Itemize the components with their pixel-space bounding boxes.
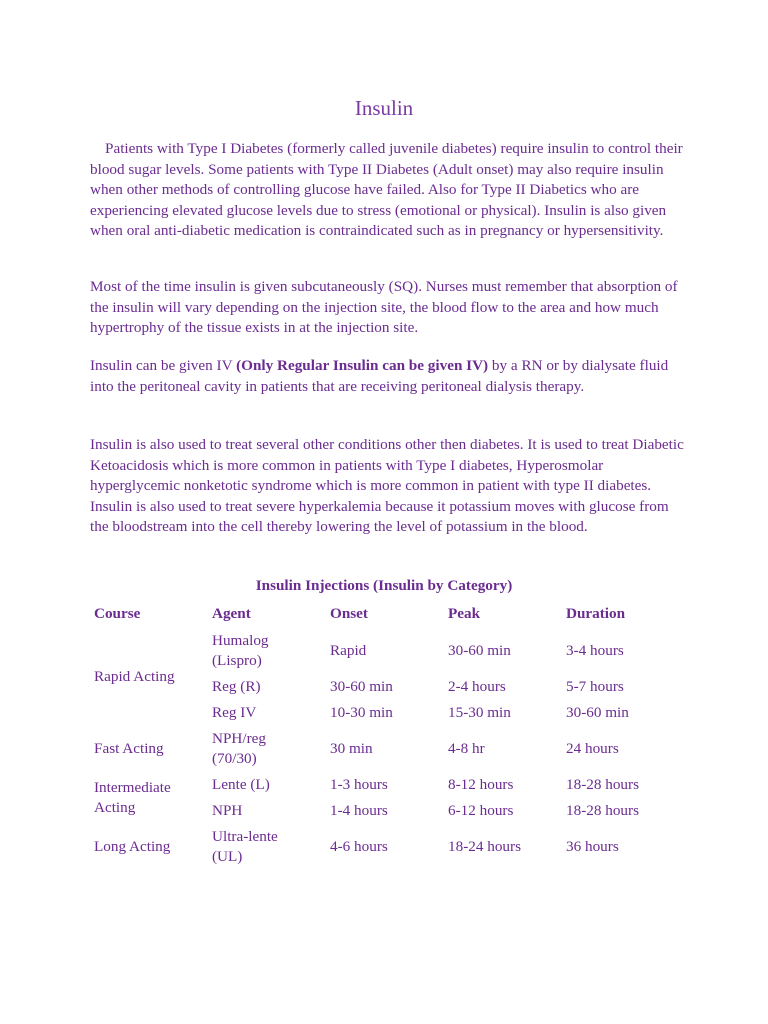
cell-peak: 15-30 min (448, 704, 511, 721)
cell-duration: 18-28 hours (566, 776, 639, 793)
cell-duration: 24 hours (566, 740, 619, 757)
header-duration: Duration (566, 605, 626, 622)
cell-duration: 18-28 hours (566, 802, 639, 819)
paragraph-other-conditions: Insulin is also used to treat several other conditions other then diabetes. It is used to treat Diabetic Ketoacidosis which is more common in patients with Type I diabetes, Hyperosmolar hyperglycemic nonketotic syndrome which is more common in patient with type II diabetes. Insulin is also used to treat severe hyperkalemia because it potassium moves with glucose from the bloodstream into the cell thereby lowering the level of potassium in the blood. (90, 436, 684, 535)
cell-course: Long Acting (94, 838, 171, 855)
table-title: Insulin Injections (Insulin by Category) (255, 577, 513, 594)
cell-peak: 4-8 hr (448, 740, 485, 757)
cell-agent: NPH/reg (70/30) (212, 730, 266, 767)
cell-duration: 36 hours (566, 838, 619, 855)
cell-course: Rapid Acting (94, 668, 175, 685)
header-peak: Peak (448, 605, 481, 622)
cell-onset: 10-30 min (330, 704, 393, 721)
cell-agent: Ultra-lente (UL) (212, 828, 278, 865)
paragraph-iv-tail: by a RN or by dialysate fluid into the peritoneal cavity in patients that are receiving peritoneal dialysis therapy. (90, 357, 669, 395)
table-row (84, 628, 674, 674)
cell-course: Intermediate Acting (94, 779, 171, 816)
cell-agent: NPH (212, 802, 243, 819)
cell-peak: 6-12 hours (448, 802, 514, 819)
paragraph-iv-lead: Insulin can be given IV (90, 357, 237, 374)
page-title: Insulin (354, 96, 414, 120)
paragraph-subcutaneous: Most of the time insulin is given subcutaneously (SQ). Nurses must remember that absorption of the insulin will vary depending on the injection site, the blood flow to the area and how much hypertrophy of the tissue exists in at the injection site. (90, 278, 678, 336)
cell-course: Fast Acting (94, 740, 164, 757)
header-agent: Agent (212, 605, 251, 622)
header-course: Course (94, 605, 141, 622)
cell-agent: Humalog (Lispro) (212, 632, 269, 669)
cell-onset: 4-6 hours (330, 838, 388, 855)
cell-peak: 8-12 hours (448, 776, 514, 793)
cell-onset: Rapid (330, 642, 367, 659)
paragraph-iv (90, 356, 690, 397)
cell-peak: 2-4 hours (448, 678, 506, 695)
cell-onset: 1-3 hours (330, 776, 388, 793)
table-row (84, 772, 674, 798)
table-row (84, 824, 674, 870)
cell-peak: 30-60 min (448, 642, 511, 659)
table-header-row (84, 600, 674, 628)
table-row (84, 726, 674, 772)
insulin-table (84, 600, 674, 870)
cell-peak: 18-24 hours (448, 838, 521, 855)
cell-duration: 30-60 min (566, 704, 629, 721)
cell-agent: Reg (R) (212, 678, 261, 695)
header-onset: Onset (330, 605, 368, 622)
cell-agent: Reg IV (212, 704, 257, 721)
cell-onset: 30-60 min (330, 678, 393, 695)
paragraph-iv-emphasis: (Only Regular Insulin can be given IV) (236, 357, 489, 374)
paragraph-type-diabetes: Patients with Type I Diabetes (formerly called juvenile diabetes) require insulin to control their blood sugar levels. Some patients with Type II Diabetes (Adult onset) may also require insulin when other methods of controlling glucose have failed. Also for Type II Diabetics who are experiencing elevated glucose levels due to stress (emotional or physical). Insulin is also given when oral anti-diabetic medication is contraindicated such as in pregnancy or hypersensitivity. (90, 140, 683, 239)
cell-agent: Lente (L) (212, 776, 270, 793)
cell-onset: 1-4 hours (330, 802, 388, 819)
cell-duration: 5-7 hours (566, 678, 624, 695)
cell-onset: 30 min (330, 740, 373, 757)
cell-duration: 3-4 hours (566, 642, 624, 659)
